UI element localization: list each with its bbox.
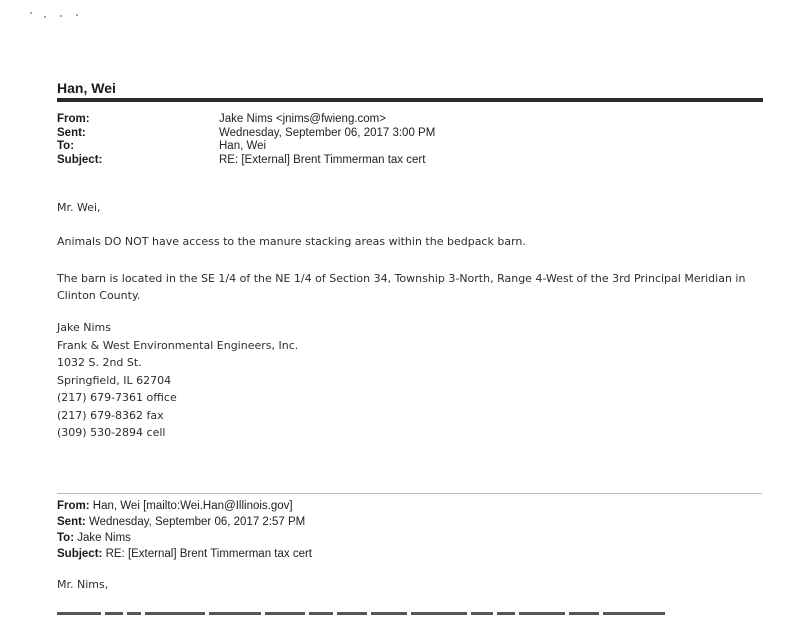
quoted-header [57, 498, 312, 562]
quoted-to-row [57, 530, 312, 546]
quoted-sent-label: Sent: [57, 516, 86, 528]
scan-specks [30, 10, 80, 20]
greeting: Mr. Wei, [57, 201, 101, 214]
quoted-from-row [57, 498, 312, 514]
signature-block [57, 319, 298, 442]
email-body [57, 201, 757, 439]
quoted-sent-row [57, 514, 312, 530]
header-subject-row [57, 154, 757, 168]
quoted-to-label: To: [57, 532, 75, 544]
to-value: Han, Wei [219, 140, 267, 152]
signature-office-phone: (217) 679-7361 office [57, 391, 177, 404]
header-to-row [57, 140, 757, 154]
body-paragraph: The barn is located in the SE 1/4 of the NE 1/4 of Section 34, Township 3-North, Range 4-West of the 3rd Principal Meridian in Clinton County. [57, 272, 746, 302]
quoted-subject-label: Subject: [57, 548, 103, 560]
quoted-greeting: Mr. Nims, [57, 578, 109, 591]
header-divider [57, 98, 763, 102]
body-paragraph: Animals DO NOT have access to the manure stacking areas within the bedpack barn. [57, 235, 526, 248]
sent-value: Wednesday, September 06, 2017 3:00 PM [219, 126, 436, 139]
header-from-row [57, 113, 757, 127]
signature-cell: (309) 530-2894 cell [57, 426, 166, 439]
to-label: To: [57, 140, 75, 152]
cut-off-text-line [57, 612, 707, 618]
quoted-subject-value: RE: [External] Brent Timmerman tax cert [105, 548, 312, 560]
subject-label: Subject: [57, 153, 103, 166]
subject-value: RE: [External] Brent Timmerman tax cert [219, 153, 426, 166]
quoted-from-value: Han, Wei [mailto:Wei.Han@Illinois.gov] [92, 500, 293, 512]
quoted-sent-value: Wednesday, September 06, 2017 2:57 PM [88, 516, 306, 528]
sent-label: Sent: [57, 126, 86, 139]
signature-fax: (217) 679-8362 fax [57, 408, 164, 422]
quote-divider [57, 493, 762, 494]
signature-company: Frank & West Environmental Engineers, Inc. [57, 338, 299, 352]
signature-name: Jake Nims [57, 321, 111, 334]
header-sent-row [57, 127, 757, 141]
quoted-from-label: From: [57, 500, 90, 512]
signature-street: 1032 S. 2nd St. [57, 356, 142, 369]
quoted-subject-row [57, 546, 312, 562]
quoted-to-value: Jake Nims [77, 532, 131, 544]
from-label: From: [57, 113, 90, 125]
mailbox-owner-name: Han, Wei [57, 80, 116, 96]
from-value: Jake Nims <jnims@fwieng.com> [219, 113, 386, 125]
email-header [57, 113, 757, 167]
signature-city: Springfield, IL 62704 [57, 373, 172, 387]
